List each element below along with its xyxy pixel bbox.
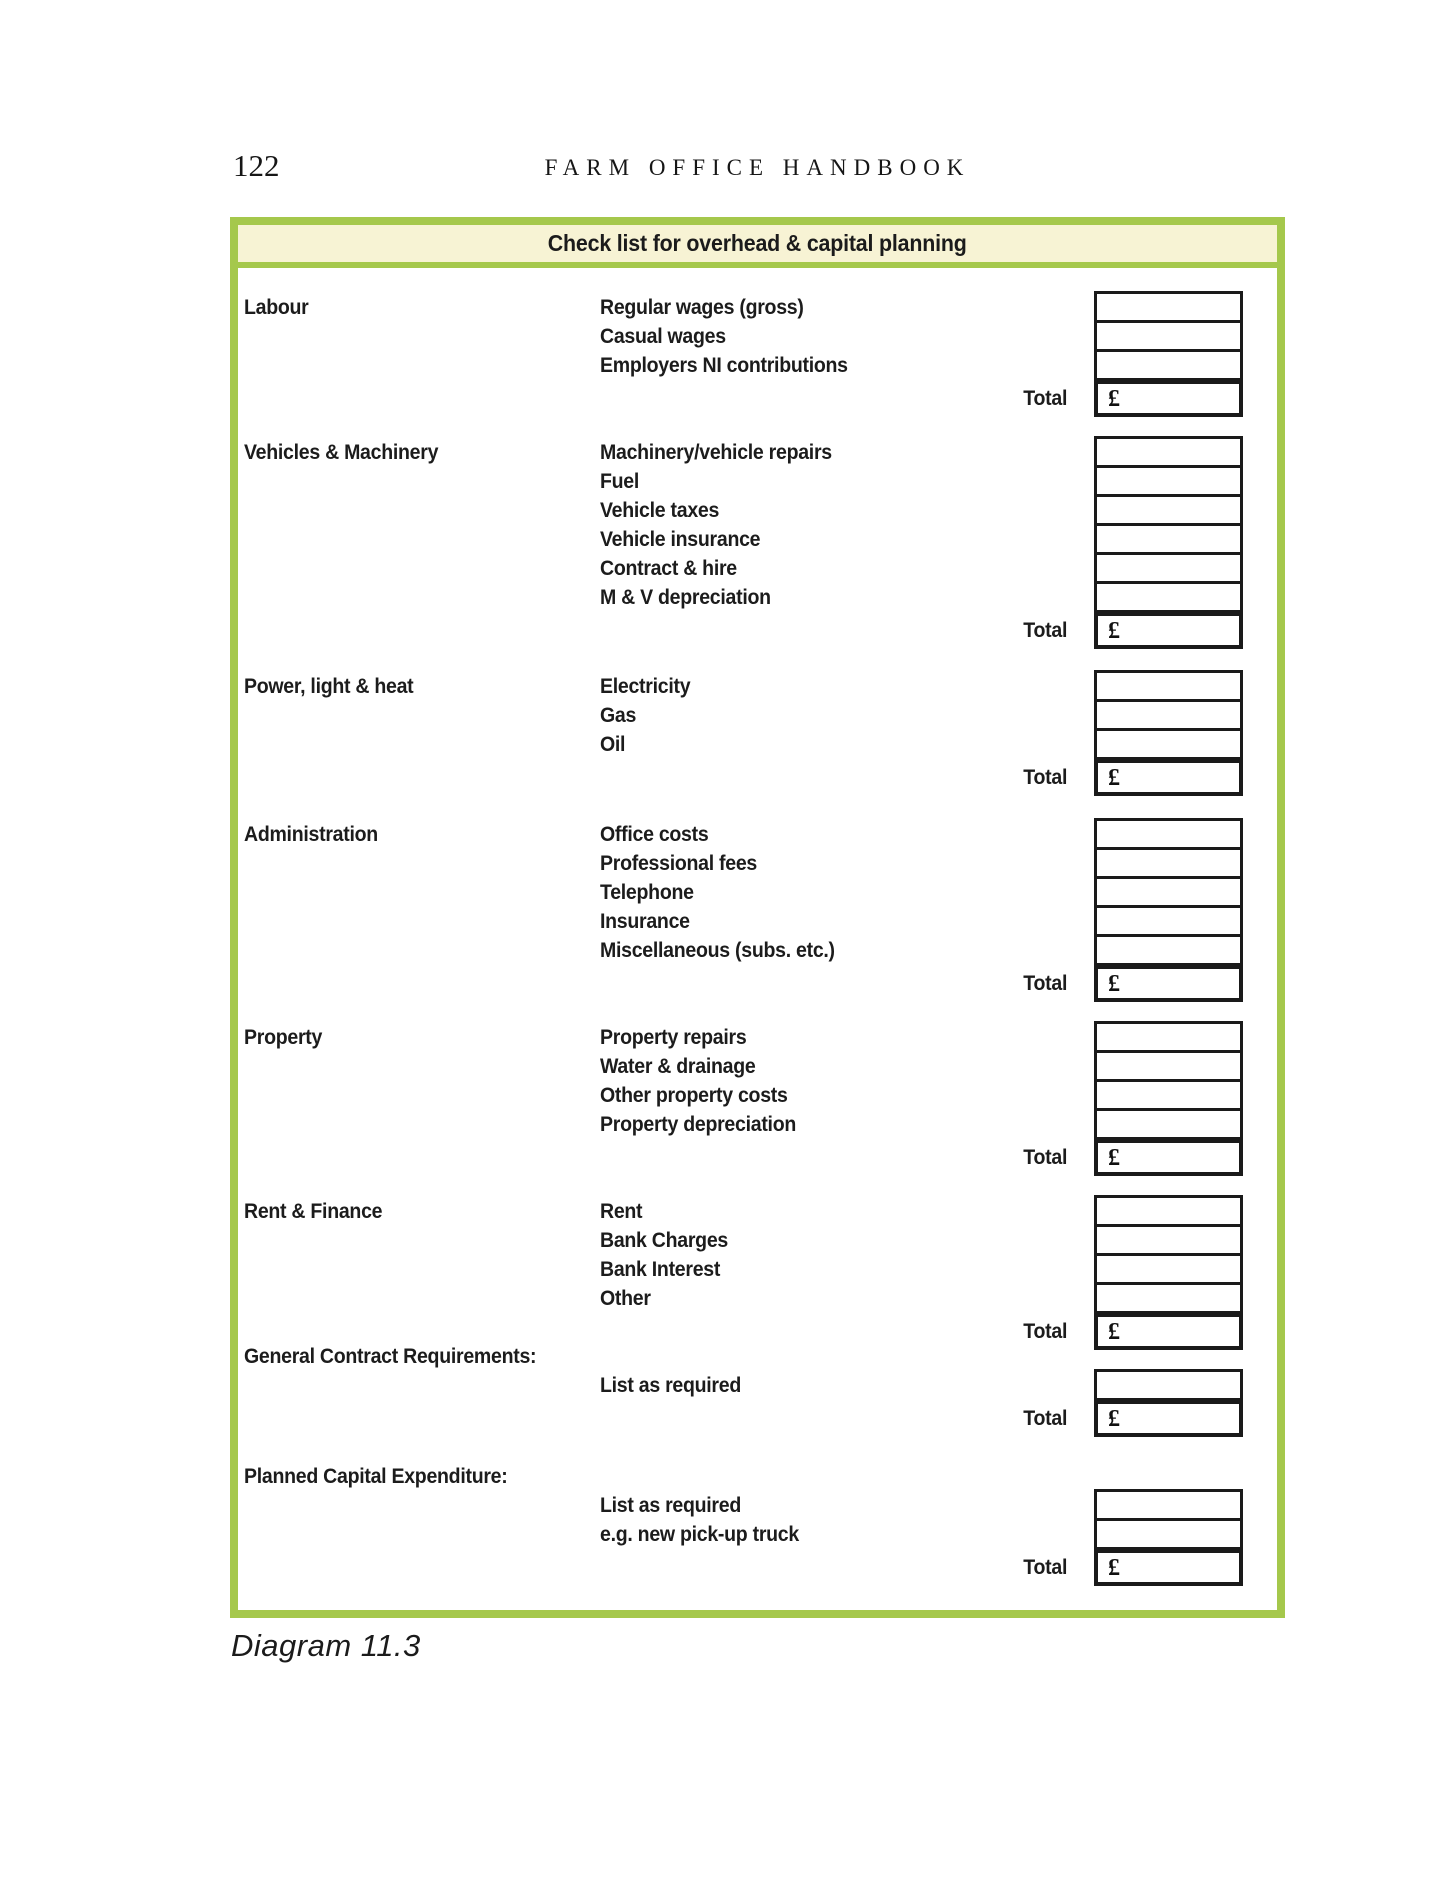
total-label: Total <box>1023 1146 1067 1169</box>
form-title-bar <box>238 225 1277 268</box>
item-label: Water & drainage <box>600 1055 756 1078</box>
amount-box[interactable] <box>1097 494 1240 523</box>
total-amount-box[interactable] <box>1094 759 1243 796</box>
total-label: Total <box>1023 619 1067 642</box>
pound-sign-icon: £ <box>1108 1318 1120 1345</box>
total-label: Total <box>1023 972 1067 995</box>
amount-box[interactable] <box>1097 673 1240 699</box>
section-vehicles-machinery <box>238 438 1277 649</box>
item-label: Vehicle insurance <box>600 528 761 551</box>
amount-box[interactable] <box>1097 581 1240 610</box>
item-label: Property depreciation <box>600 1113 797 1136</box>
section-label-rent-finance: Rent & Finance <box>244 1200 383 1223</box>
page-number: 122 <box>233 148 280 183</box>
amount-box[interactable] <box>1097 821 1240 847</box>
item-label: Telephone <box>600 881 694 904</box>
amount-box[interactable] <box>1097 439 1240 465</box>
amount-box[interactable] <box>1097 1050 1240 1079</box>
pound-sign-icon: £ <box>1108 1405 1120 1432</box>
amount-box[interactable] <box>1097 847 1240 876</box>
section-planned-capital-expenditure <box>238 1462 1277 1586</box>
item-label: M & V depreciation <box>600 586 771 609</box>
book-title: FARM OFFICE HANDBOOK <box>544 155 971 180</box>
form-title: Check list for overhead & capital planning <box>548 230 967 256</box>
item-label: Electricity <box>600 675 691 698</box>
total-label: Total <box>1023 766 1067 789</box>
amount-box-stack <box>1094 670 1243 760</box>
total-label: Total <box>1023 1320 1067 1343</box>
amount-box-stack <box>1094 436 1243 613</box>
item-label: Insurance <box>600 910 690 933</box>
amount-box[interactable] <box>1097 728 1240 757</box>
section-label-property: Property <box>244 1026 323 1049</box>
total-amount-box[interactable] <box>1094 1139 1243 1176</box>
pound-sign-icon: £ <box>1108 1554 1120 1581</box>
section-general-contract-requirements <box>238 1342 1277 1437</box>
item-label: Contract & hire <box>600 557 737 580</box>
item-label: Other property costs <box>600 1084 788 1107</box>
section-administration <box>238 820 1277 1002</box>
amount-box[interactable] <box>1097 876 1240 905</box>
item-label: List as required <box>600 1374 741 1397</box>
item-label: e.g. new pick-up truck <box>600 1523 799 1546</box>
form-body <box>238 268 1277 1610</box>
item-label: Bank Charges <box>600 1229 728 1252</box>
pound-sign-icon: £ <box>1108 970 1120 997</box>
section-label-power-light-heat: Power, light & heat <box>244 675 414 698</box>
amount-box[interactable] <box>1097 905 1240 934</box>
item-label: Oil <box>600 733 626 756</box>
item-label: Regular wages (gross) <box>600 296 804 319</box>
item-label: Gas <box>600 704 637 727</box>
item-label: Office costs <box>600 823 709 846</box>
item-label: Employers NI contributions <box>600 354 848 377</box>
amount-box[interactable] <box>1097 523 1240 552</box>
item-label: Property repairs <box>600 1026 747 1049</box>
total-amount-box[interactable] <box>1094 612 1243 649</box>
total-amount-box[interactable] <box>1094 965 1243 1002</box>
amount-box[interactable] <box>1097 1079 1240 1108</box>
amount-box[interactable] <box>1097 1518 1240 1547</box>
amount-box[interactable] <box>1097 1492 1240 1518</box>
amount-box[interactable] <box>1097 699 1240 728</box>
amount-box[interactable] <box>1097 320 1240 349</box>
pound-sign-icon: £ <box>1108 764 1120 791</box>
section-label-planned-capital-expenditure: Planned Capital Expenditure: <box>244 1465 508 1488</box>
amount-box-stack <box>1094 818 1243 966</box>
amount-box[interactable] <box>1097 1024 1240 1050</box>
amount-box[interactable] <box>1097 1108 1240 1137</box>
amount-box[interactable] <box>1097 465 1240 494</box>
item-label: Miscellaneous (subs. etc.) <box>600 939 835 962</box>
amount-box[interactable] <box>1097 294 1240 320</box>
amount-box[interactable] <box>1097 1198 1240 1224</box>
amount-box-stack <box>1094 1195 1243 1314</box>
section-label-administration: Administration <box>244 823 378 846</box>
total-label: Total <box>1023 1556 1067 1579</box>
item-label: Professional fees <box>600 852 757 875</box>
total-label: Total <box>1023 387 1067 410</box>
section-property <box>238 1023 1277 1176</box>
amount-box[interactable] <box>1097 1372 1240 1398</box>
total-amount-box[interactable] <box>1094 1549 1243 1586</box>
amount-box[interactable] <box>1097 934 1240 963</box>
diagram-caption: Diagram 11.3 <box>231 1628 421 1663</box>
pound-sign-icon: £ <box>1108 1144 1120 1171</box>
section-label-general-contract-requirements: General Contract Requirements: <box>244 1345 537 1368</box>
section-labour <box>238 293 1277 417</box>
total-label: Total <box>1023 1407 1067 1430</box>
amount-box[interactable] <box>1097 552 1240 581</box>
amount-box[interactable] <box>1097 349 1240 378</box>
item-label: Other <box>600 1287 651 1310</box>
amount-box[interactable] <box>1097 1282 1240 1311</box>
item-label: Vehicle taxes <box>600 499 720 522</box>
total-amount-box[interactable] <box>1094 380 1243 417</box>
amount-box[interactable] <box>1097 1224 1240 1253</box>
amount-box-stack <box>1094 1369 1243 1401</box>
amount-box-stack <box>1094 1489 1243 1550</box>
section-power-light-heat <box>238 672 1277 796</box>
total-amount-box[interactable] <box>1094 1400 1243 1437</box>
pound-sign-icon: £ <box>1108 617 1120 644</box>
item-label: Rent <box>600 1200 643 1223</box>
item-label: Bank Interest <box>600 1258 721 1281</box>
item-label: Fuel <box>600 470 640 493</box>
item-label: Machinery/vehicle repairs <box>600 441 832 464</box>
pound-sign-icon: £ <box>1108 385 1120 412</box>
item-label: Casual wages <box>600 325 726 348</box>
amount-box-stack <box>1094 1021 1243 1140</box>
item-label: List as required <box>600 1494 741 1517</box>
section-label-vehicles-machinery: Vehicles & Machinery <box>244 441 439 464</box>
amount-box[interactable] <box>1097 1253 1240 1282</box>
section-label-labour: Labour <box>244 296 309 319</box>
checklist-form-box <box>230 217 1285 1618</box>
amount-box-stack <box>1094 291 1243 381</box>
section-rent-finance <box>238 1197 1277 1350</box>
